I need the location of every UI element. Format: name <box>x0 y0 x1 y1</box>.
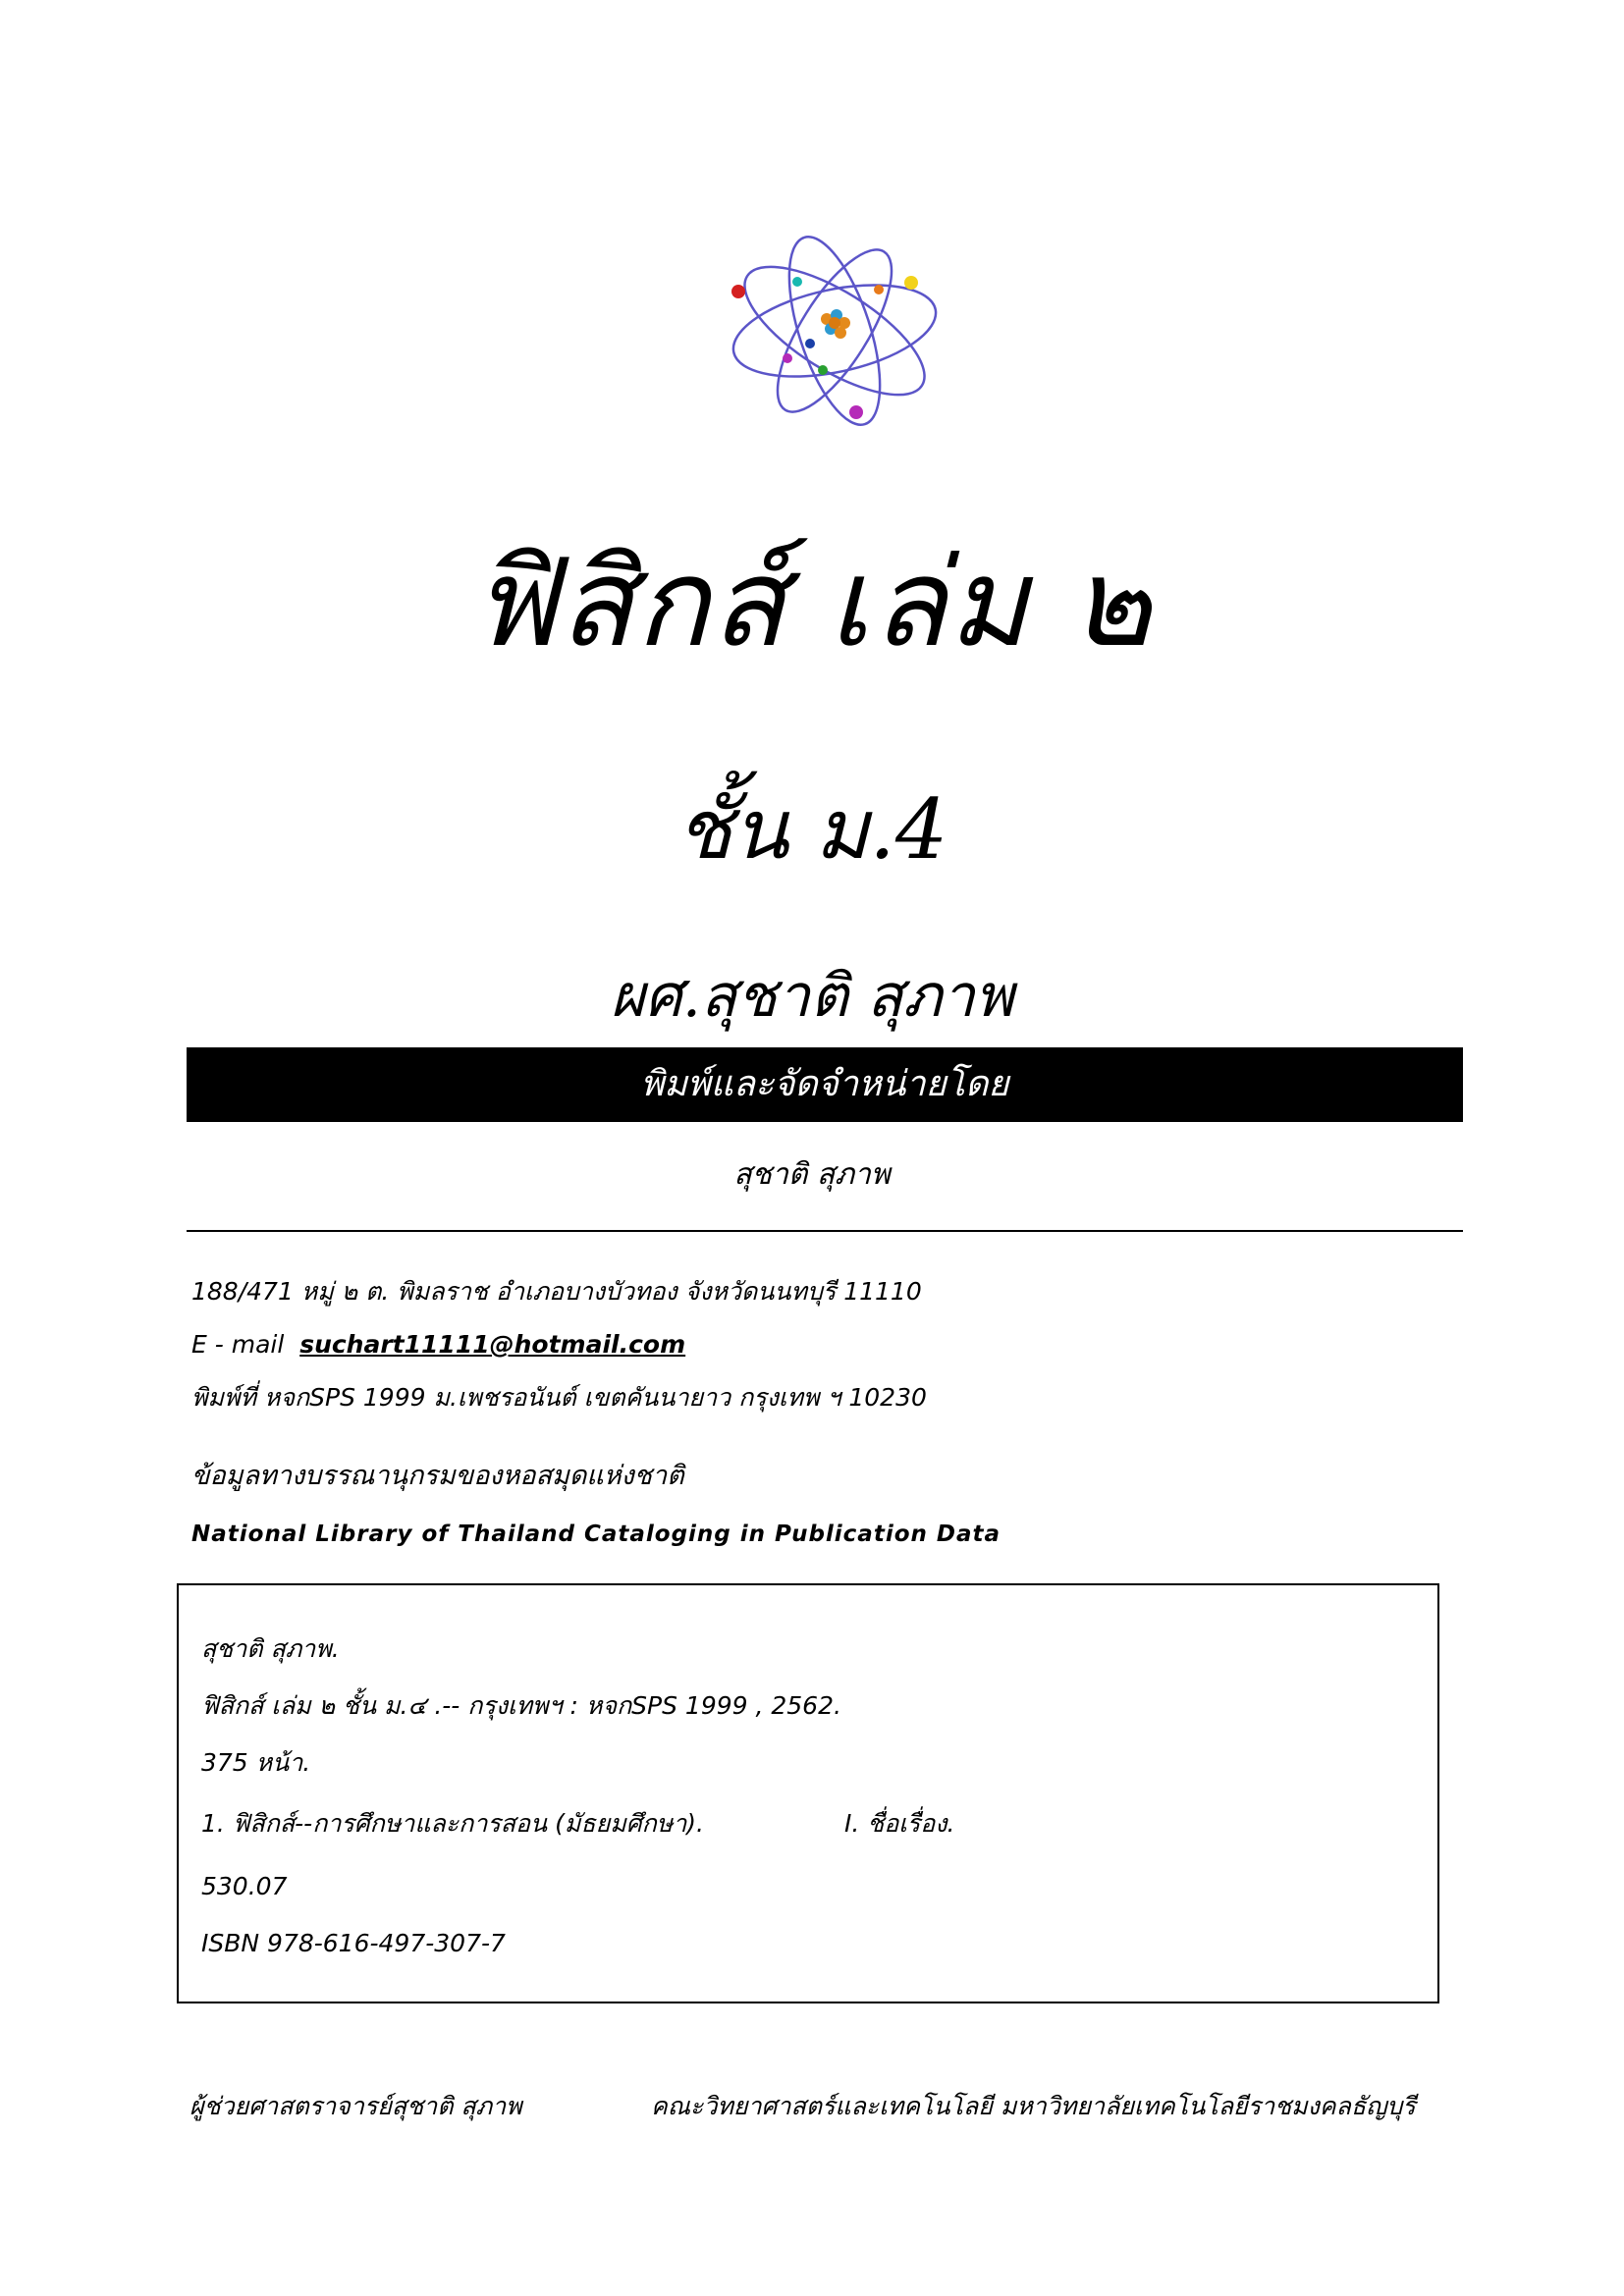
footer-affiliation: คณะวิทยาศาสตร์และเทคโนโลยี มหาวิทยาลัยเทคโนโลยีราชมงคลธัญบุรี <box>651 2092 1416 2120</box>
cip-author: สุชาติ สุภาพ. <box>201 1634 340 1663</box>
printer-info: พิมพ์ที่ หจกSPS 1999 ม.เพชรอนันต์ เขตคันนายาว กรุงเทพ ฯ 10230 <box>191 1383 927 1412</box>
divider <box>187 1230 1463 1232</box>
atom-icon <box>727 221 943 442</box>
grade-level: ชั้น ม.4 <box>676 781 948 878</box>
footer-author: ผู้ช่วยศาสตราจารย์สุชาติ สุภาพ <box>189 2092 522 2120</box>
cip-subject: 1. ฟิสิกส์--การศึกษาและการสอน (มัธยมศึกษา). <box>201 1809 704 1838</box>
publisher-name: สุชาติ สุภาพ <box>733 1157 891 1192</box>
cip-title-imprint: ฟิสิกส์ เล่ม ๒ ชั้น ม.๔ .-- กรุงเทพฯ : หจกSPS 1999 , 2562. <box>201 1691 841 1720</box>
book-title: ฟิสิกส์ เล่ม ๒ <box>470 533 1154 674</box>
author-name: ผศ.สุชาติ สุภาพ <box>610 962 1014 1031</box>
publisher-address: 188/471 หมู่ ๒ ต. พิมลราช อำเภอบางบัวทอง จังหวัดนนทบุรี 11110 <box>191 1277 922 1306</box>
cip-subject-line <box>201 1806 955 1842</box>
cip-pages: 375 หน้า. <box>201 1748 311 1777</box>
email-label: E - mail <box>191 1330 285 1359</box>
cip-heading-thai: ข้อมูลทางบรรณานุกรมของหอสมุดแห่งชาติ <box>191 1461 684 1491</box>
cip-classification: 530.07 <box>201 1872 288 1900</box>
cip-heading-english: National Library of Thailand Cataloging in Publication Data <box>191 1522 1001 1547</box>
email-link[interactable]: suchart11111@hotmail.com <box>299 1330 686 1359</box>
publisher-banner: พิมพ์และจัดจำหน่ายโดย <box>187 1047 1463 1122</box>
email-line <box>191 1327 685 1362</box>
cip-isbn: ISBN 978-616-497-307-7 <box>201 1929 506 1957</box>
cip-title-entry: I. ชื่อเรื่อง. <box>844 1809 955 1838</box>
